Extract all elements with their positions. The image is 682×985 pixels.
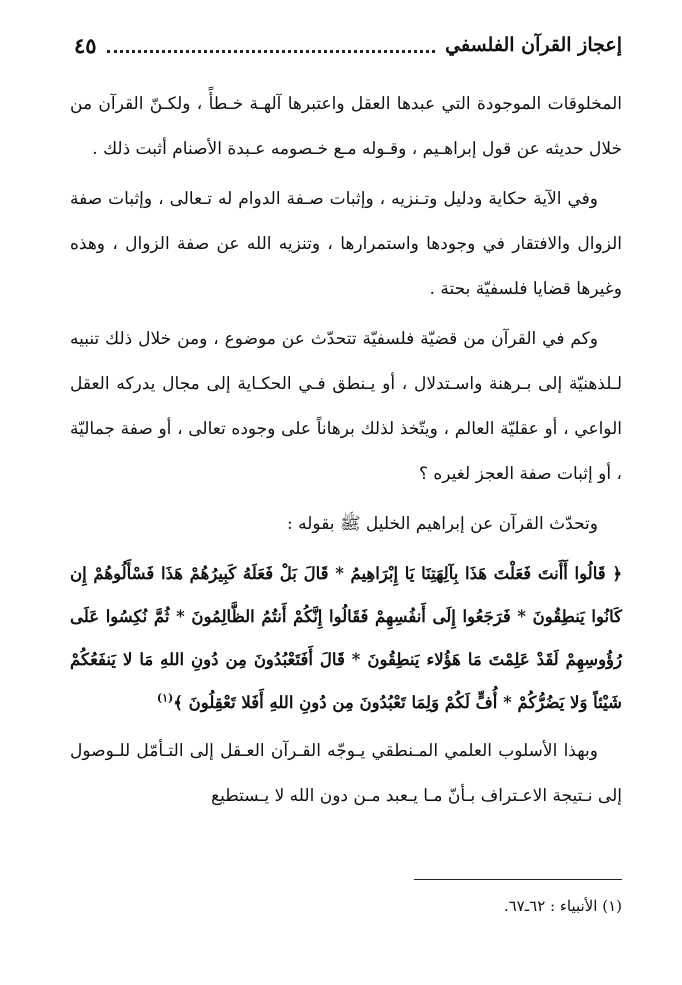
body-text: [70, 82, 622, 824]
quran-verses: ﴿ قَالُوا أَأَنتَ فَعَلْتَ هَذَا بِآلِهَتِنَا يَا إِبْرَاهِيمُ * قَالَ بَلْ فَعَلَهُ كَبِيرُهُمْ هَذَا فَسْأَلُوهُمْ إِن كَانُوا يَنطِقُونَ * فَرَجَعُوا إِلَى أَنفُسِهِمْ فَقَالُوا إِنَّكُمْ أَنتُمُ الظَّالِمُونَ * ثُمَّ نُكِسُوا عَلَى رُؤُوسِهِمْ لَقَدْ عَلِمْتَ مَا هَؤُلاء يَنطِقُونَ * قَالَ أَفَتَعْبُدُونَ مِن دُونِ اللهِ مَا لا يَنفَعُكُمْ شَيْئاً وَلا يَضُرُّكُمْ * أُفٍّ لَكُمْ وَلِمَا تَعْبُدُونَ مِن دُونِ اللهِ أَفَلا تَعْقِلُونَ ﴾: [70, 564, 622, 712]
page-number: ٤٥: [74, 32, 97, 58]
quran-quote: [70, 552, 622, 724]
running-title: إعجاز القرآن الفلسفي: [445, 34, 622, 56]
footnote: (١) الأنبياء : ٦٢ـ٦٧.: [503, 897, 622, 915]
paragraph-5: وبهذا الأسلوب العلمي المـنطقي يـوجّه القـرآن العـقل إلى التـأمّل للـوصول إلى نـتيجة الاعـتراف بـأنّ مـا يـعبد مـن دون الله لا يـستطيع: [70, 741, 622, 806]
footnote-reference: (١): [156, 691, 174, 705]
header-dot-leader: [107, 50, 436, 53]
paragraph-2: وفي الآية حكاية ودليل وتـنزيه ، وإثبات صـفة الدوام له تـعالى ، وإثبات صفة الزوال والافتقار في وجودها واستمرارها ، وتنزيه الله عن صفة الزوال ، وهذه وغيرها قضايا فلسفيّة بحتة .: [70, 189, 622, 299]
paragraph-1: المخلوقات الموجودة التي عبدها العقل واعتبرها آلهـة خـطأً ، ولكـنّ القرآن من خلال حديثه عن قول إبراهـيم ، وقـوله مـع خـصومه عـبدة الأصنام أثبت ذلك .: [70, 94, 622, 159]
paragraph-3: وكم في القرآن من قضيّة فلسفيّة تتحدّث عن موضوع ، ومن خلال ذلك تنبيه لـلذهنيّة إلى بـرهنة واسـتدلال ، أو يـنطق فـي الحكـاية إلى مجال يدركه العقل الواعي ، أو عقليّة العالم ، ويتّخذ لذلك برهاناً على وجوده تعالى ، أو صفة جماليّة ، أو إثبات صفة العجز لغيره ؟: [70, 329, 622, 484]
page-header: [74, 28, 622, 62]
paragraph-4: وتحدّث القرآن عن إبراهيم الخليل ﷺ بقوله :: [287, 514, 598, 534]
footnote-divider: [414, 879, 622, 880]
